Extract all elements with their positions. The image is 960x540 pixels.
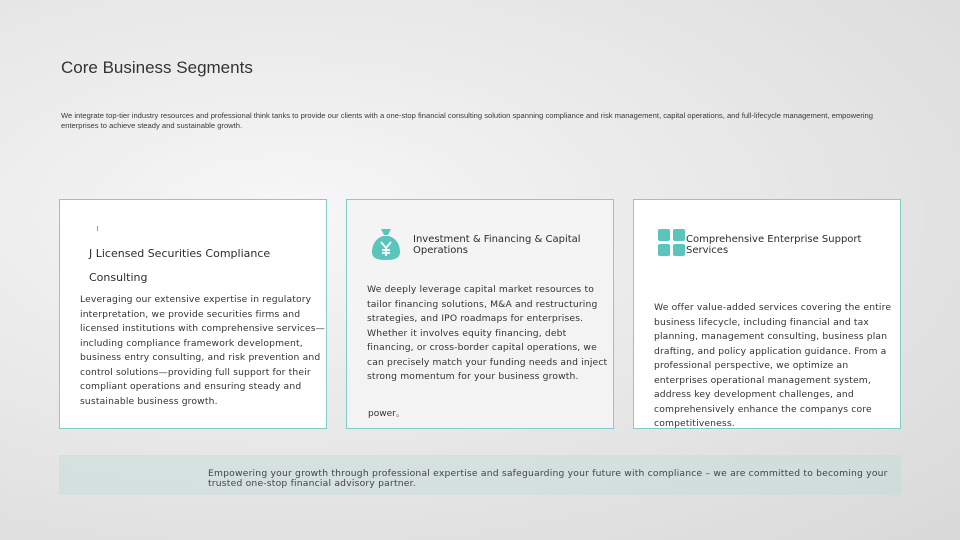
card-title: Comprehensive Enterprise Support Services (686, 234, 862, 256)
card-title: Investment & Financing & Capital Operations (413, 234, 581, 256)
card-body: Leveraging our extensive expertise in regulatory interpretation, we provide securities firms and licensed institutions with comprehensive services—including compliance framework development, business entry consulting, and risk prevention and control solutions—providing full support for their compliant operations and ensuring steady and sustainable business growth. (80, 294, 325, 407)
card-body: We offer value-added services covering the entire business lifecycle, including financial and tax planning, management consulting, business plan drafting, and policy application guidance. From a professional perspective, we optimize an enterprises operational management system, address key development challenges, and comprehensively enhance the companys core competitiveness. (654, 302, 892, 429)
grid-apps-icon (658, 229, 686, 257)
accent-tick (97, 226, 98, 231)
page-title: Core Business Segments (61, 58, 253, 77)
money-bag-yen-icon (371, 227, 401, 265)
card-title: J Licensed Securities Compliance Consulting (89, 247, 271, 284)
card-enterprise-support (633, 199, 901, 429)
card-investment-financing (346, 199, 614, 429)
card-footer-text: power。 (368, 409, 405, 419)
banner-text: Empowering your growth through professional expertise and safeguarding your future with compliance – we are committed to becoming your trusted one-stop financial advisory partner. (208, 468, 888, 489)
card-securities-compliance (59, 199, 327, 429)
commitment-banner (59, 455, 901, 495)
card-body: We deeply leverage capital market resources to tailor financing solutions, M&A and restructuring strategies, and IPO roadmaps for enterprises. Whether it involves equity financing, debt financing, or cross-border capital operations, we can precisely match your funding needs and inject strong momentum for your business growth. (367, 284, 608, 382)
intro-text: We integrate top-tier industry resources and professional think tanks to provide our clients with a one-stop financial consulting solution spanning compliance and risk management, capital operations, and full-lifecycle management, empowering enterprises to achieve steady and sustainable growth. (61, 111, 873, 130)
